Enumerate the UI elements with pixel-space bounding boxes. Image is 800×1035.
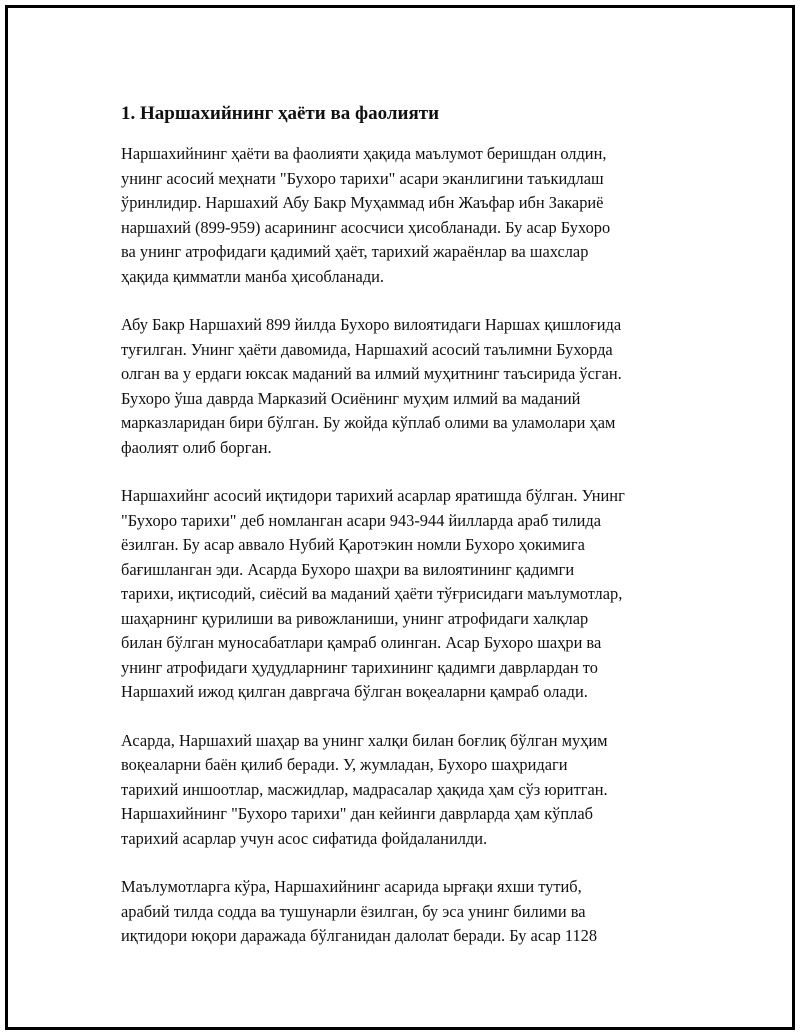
paragraph <box>121 313 701 460</box>
section-heading: 1. Наршахийнинг ҳаёти ва фаолияти <box>121 103 440 124</box>
text-line: олган ва у ердаги юксак маданий ва илмий муҳитнинг таъсирида ўсган. <box>121 364 622 383</box>
paragraph <box>121 142 701 289</box>
page-frame <box>5 5 795 1030</box>
text-line: наршахий (899-959) асарининг асосчиси ҳисобланади. Бу асар Бухоро <box>121 217 611 237</box>
text-line: тарихи, иқтисодий, сиёсий ва маданий ҳаёти тўғрисидаги маълумотлар, <box>121 584 623 603</box>
text-line: тарихий асарлар учун асос сифатида фойдаланилди. <box>121 828 488 848</box>
text-line: тарихий иншоотлар, масжидлар, мадрасалар ҳақида ҳам сўз юритган. <box>121 779 608 799</box>
document-body <box>121 102 701 973</box>
paragraph <box>121 729 701 852</box>
text-line: бағишланган эди. Асарда Бухоро шаҳри ва вилоятининг қадимги <box>121 559 575 579</box>
text-line: Абу Бакр Наршахий 899 йилда Бухоро вилоятидаги Наршах қишлоғида <box>121 315 622 334</box>
text-line: арабий тилда содда ва тушунарли ёзилган, бу эса унинг билими ва <box>121 901 586 921</box>
text-line: ўринлидир. Наршахий Абу Бакр Муҳаммад ибн Жаъфар ибн Закариё <box>121 193 604 212</box>
text-line: ёзилган. Бу асар аввало Нубий Қаротэкин номли Бухоро ҳокимига <box>121 535 585 554</box>
text-line: Наршахий ижод қилган давргача бўлган воқеаларни қамраб олади. <box>121 682 588 701</box>
text-line: билан бўлган муносабатлари қамраб олинган. Асар Бухоро шаҳри ва <box>121 633 602 652</box>
text-line: Бухоро ўша даврда Марказий Осиёнинг муҳим илмий ва маданий <box>121 388 581 408</box>
paragraph <box>121 875 701 949</box>
text-line: ҳақида қимматли манба ҳисобланади. <box>121 266 385 286</box>
text-line: туғилган. Унинг ҳаёти давомида, Наршахий асосий таълимни Бухорда <box>121 339 613 359</box>
text-line: Асарда, Наршахий шаҳар ва унинг халқи билан боғлиқ бўлган муҳим <box>121 730 608 750</box>
text-line: марказларидан бири бўлган. Бу жойда кўплаб олими ва уламолари ҳам <box>121 413 616 432</box>
text-line: воқеаларни баён қилиб беради. У, жумладан, Бухоро шаҳридаги <box>121 755 568 774</box>
text-line: фаолият олиб борган. <box>121 437 272 457</box>
text-line: Наршахийнинг "Бухоро тарихи" дан кейинги даврларда ҳам кўплаб <box>121 804 593 823</box>
text-line: ва унинг атрофидаги қадимий ҳаёт, тарихий жараёнлар ва шахслар <box>121 242 589 261</box>
paragraph <box>121 484 701 705</box>
text-line: иқтидори юқори даражада бўлганидан далолат беради. Бу асар 1128 <box>121 926 598 945</box>
paragraph-list <box>121 142 701 949</box>
text-line: унинг асосий меҳнати "Бухоро тарихи" асари эканлигини таъкидлаш <box>121 168 604 188</box>
text-line: шаҳарнинг қурилиши ва ривожланиши, унинг атрофидаги халқлар <box>121 608 589 628</box>
text-line: унинг атрофидаги ҳудудларнинг тарихининг қадимги даврлардан то <box>121 657 598 677</box>
text-line: Маълумотларга кўра, Наршахийнинг асарида ырғақи яхши тутиб, <box>121 877 582 896</box>
text-line: "Бухоро тарихи" деб номланган асари 943-944 йилларда араб тилида <box>121 510 602 530</box>
text-line: Наршахийнинг ҳаёти ва фаолияти ҳақида маълумот беришдан олдин, <box>121 144 607 163</box>
text-line: Наршахийнг асосий иқтидори тарихий асарлар яратишда бўлган. Унинг <box>121 486 625 505</box>
